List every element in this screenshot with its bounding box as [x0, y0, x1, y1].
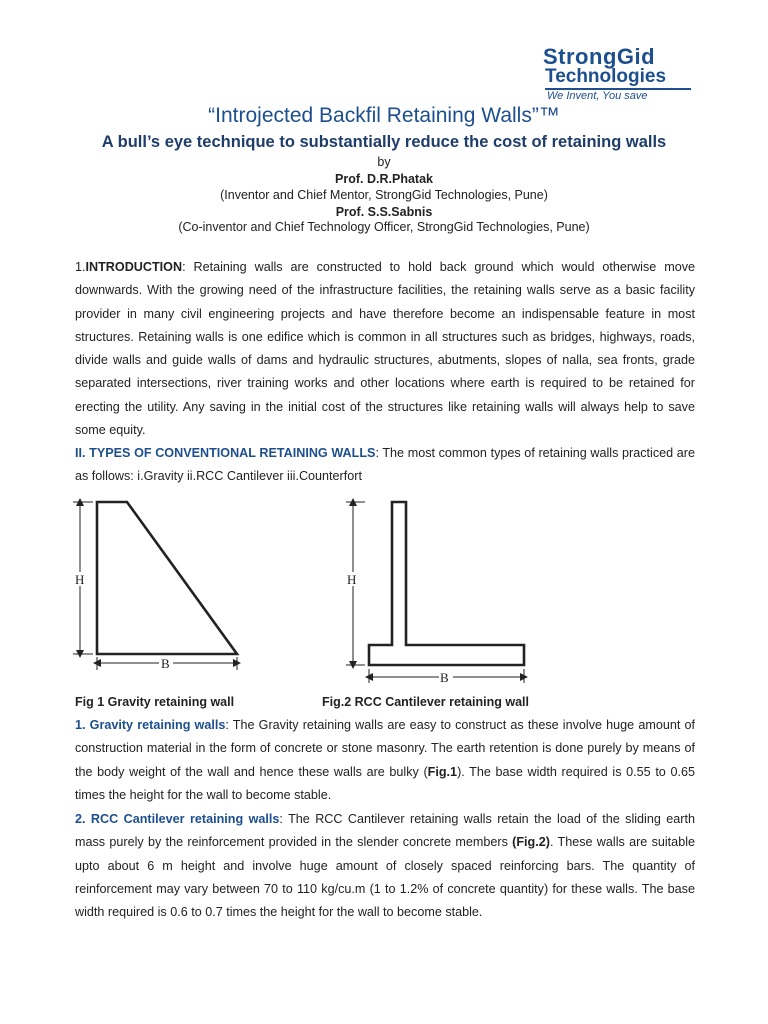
- author2-name: Prof. S.S.Sabnis: [335, 205, 433, 219]
- b-label: B: [161, 656, 170, 671]
- cantilever-heading: 2. RCC Cantilever retaining walls: [75, 812, 280, 826]
- logo-name: StrongGid: [543, 44, 656, 69]
- cantilever-paragraph: [75, 808, 695, 924]
- gravity-text-2: ). The base width required is 0.55 to 0.65 times the height for the wall to become stable.: [75, 764, 695, 802]
- logo-tagline: We Invent, You save: [547, 90, 648, 102]
- gravity-heading: 1. Gravity retaining walls: [75, 718, 226, 732]
- gravity-wall-figure: [65, 495, 255, 675]
- cantilever-wall-shape: [369, 502, 524, 665]
- h-label: H: [347, 572, 357, 587]
- cantilever-text-1: : The RCC Cantilever retaining walls retain the load of the sliding earth mass purely by the reinforcement provided in the slender concrete members: [75, 812, 695, 850]
- author2-role: (Co-inventor and Chief Technology Officer, StrongGid Technologies, Pune): [178, 220, 590, 234]
- logo-sub: Technologies: [545, 66, 667, 87]
- intro-heading: INTRODUCTION: [85, 260, 183, 274]
- intro-paragraph: [75, 256, 695, 442]
- types-text: : The most common types of retaining walls practiced are as follows: i.Gravity ii.RCC Cantilever iii.Counterfort: [75, 446, 695, 484]
- types-paragraph: [75, 442, 695, 489]
- types-heading: II. TYPES OF CONVENTIONAL RETAINING WALLS: [75, 446, 376, 460]
- cantilever-fig-ref: (Fig.2): [512, 835, 550, 850]
- gravity-paragraph: [75, 714, 695, 807]
- b-label: B: [440, 670, 449, 685]
- paper-title: “Introjected Backfil Retaining Walls”™: [208, 104, 560, 127]
- fig2-caption: Fig.2 RCC Cantilever retaining wall: [322, 695, 529, 709]
- gravity-wall-shape: [97, 502, 237, 654]
- intro-text: : Retaining walls are constructed to hold back ground which would otherwise move downwards. With the growing need of the infrastructure facilities, the retaining walls serve as a basic facility provider in many civil engineering projects and have therefore become an indispensable feature in most structures. Retaining walls is one edifice which is common in all structures such as bridges, highways, roads, divide walls and guide walls of dams and hydraulic structures, abutments, slopes of nalla, sea fronts, grade separated intersections, river training works and other locations where earth is required to be retained for erecting the utility. Any saving in the initial cost of the structures like retaining walls will always help to save some equity.: [75, 260, 695, 438]
- author1-role: (Inventor and Chief Mentor, StrongGid Technologies, Pune): [220, 188, 548, 202]
- by-line: by: [377, 155, 391, 169]
- company-logo: [543, 44, 693, 104]
- gravity-fig-ref: Fig.1: [427, 764, 458, 779]
- author1-name: Prof. D.R.Phatak: [335, 172, 433, 186]
- cantilever-wall-figure: [335, 495, 535, 690]
- gravity-text-1: : The Gravity retaining walls are easy to construct as these involve huge amount of construction material in the form of concrete or stone masonry. The earth retention is done purely by means of the body weight of the wall and hence these walls are bulky (: [75, 718, 695, 779]
- fig1-caption: Fig 1 Gravity retaining wall: [75, 695, 235, 709]
- intro-num: 1.: [75, 260, 86, 274]
- cantilever-text-2: . These walls are suitable upto about 6 m height and involve huge amount of closely spaced reinforcing bars. The quantity of reinforcement may vary between 70 to 110 kg/cu.m (1 to 1.2% of concrete quantity) for these walls. The base width required is 0.6 to 0.7 times the height for the wall to become stable.: [75, 835, 695, 920]
- paper-subtitle: A bull’s eye technique to substantially reduce the cost of retaining walls: [101, 133, 667, 151]
- h-label: H: [75, 572, 85, 587]
